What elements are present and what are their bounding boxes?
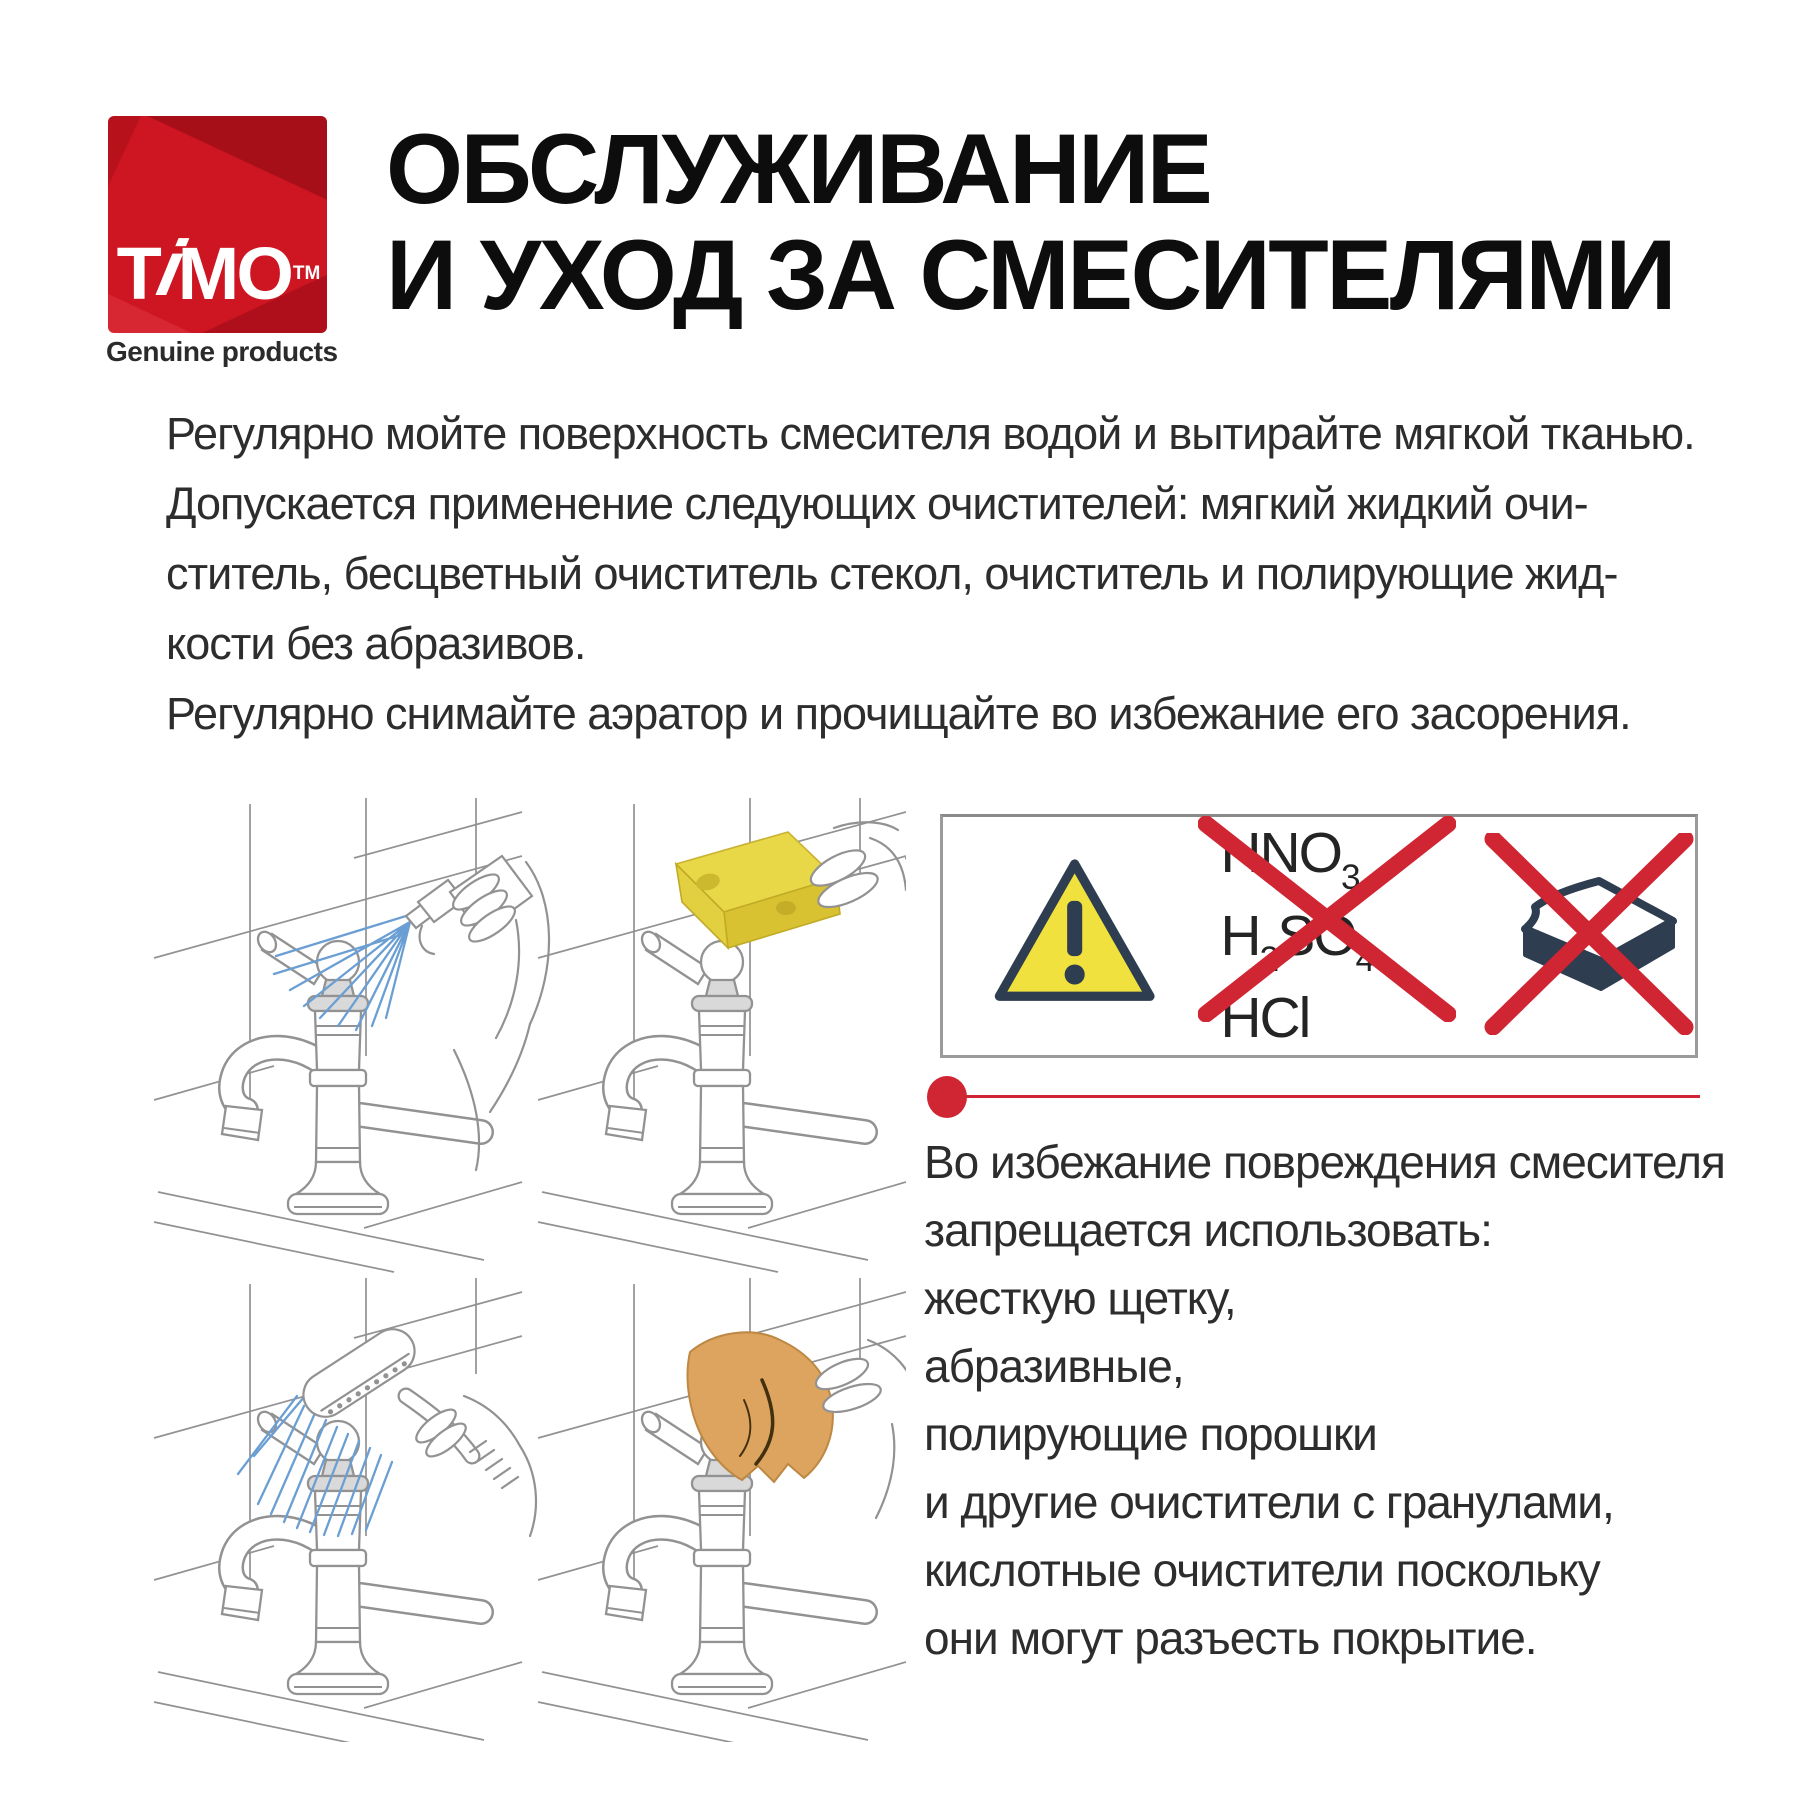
cleaning-illustrations (146, 792, 906, 1742)
prohibition-line: Во избежание повреждения смесителя (924, 1136, 1725, 1188)
no-abrasive-sponge (1483, 833, 1695, 1040)
intro-line: ститель, бесцветный очиститель стекол, очиститель и полирующие жид- (166, 548, 1618, 599)
divider-line (948, 1095, 1700, 1098)
prohibition-line: полирующие порошки (924, 1408, 1377, 1460)
intro-line: Допускается применение следующих очистителей: мягкий жидкий очи- (166, 478, 1588, 529)
crossed-chemicals (1220, 822, 1417, 1050)
illustration-sponge-cleaning (538, 798, 906, 1272)
wordmark-t: T (116, 232, 159, 315)
warning-box (940, 814, 1698, 1058)
intro-line: кости без абразивов. (166, 618, 586, 669)
prohibition-line: кислотные очистители поскольку (924, 1544, 1600, 1596)
prohibition-paragraph (924, 1128, 1724, 1672)
cleaning-illustrations-svg (146, 792, 906, 1742)
illustration-shower-rinse (154, 1278, 536, 1742)
page-title-line2: И УХОД ЗА СМЕСИТЕЛЯМИ (386, 219, 1675, 330)
prohibition-line: жесткую щетку, (924, 1272, 1236, 1324)
prohibition-line: и другие очистители с гранулами, (924, 1476, 1614, 1528)
chemical-formula: $H_2SO_4$ (1220, 903, 1374, 980)
page-title (386, 113, 1675, 330)
illustration-spray-cleaning (154, 798, 549, 1272)
illustration-cloth-wipe (538, 1278, 906, 1742)
crossed-sponge-icon (1483, 833, 1695, 1035)
timo-wordmark (108, 224, 327, 315)
prohibition-line: абразивные, (924, 1340, 1184, 1392)
brand-tagline: Genuine products (106, 336, 338, 367)
prohibition-line: запрещается использовать: (924, 1204, 1492, 1256)
chemical-formula: $HNO_3$ (1220, 821, 1359, 897)
timo-logo (108, 116, 327, 333)
intro-line: Регулярно снимайте аэратор и прочищайте во избежание его засорения. (166, 688, 1631, 739)
trademark-mark: TM (292, 263, 321, 284)
intro-paragraph (166, 399, 1726, 749)
warning-triangle-icon (991, 836, 1158, 1036)
wordmark-mo: MO (177, 232, 291, 315)
page-title-line1: ОБСЛУЖИВАНИЕ (386, 113, 1211, 224)
intro-line: Регулярно мойте поверхность смесителя водой и вытирайте мягкой тканью. (166, 408, 1695, 459)
prohibition-line: они могут разъесть покрытие. (924, 1612, 1537, 1664)
chemical-formula: HCl (1220, 985, 1310, 1050)
wordmark-i: i (150, 224, 188, 312)
